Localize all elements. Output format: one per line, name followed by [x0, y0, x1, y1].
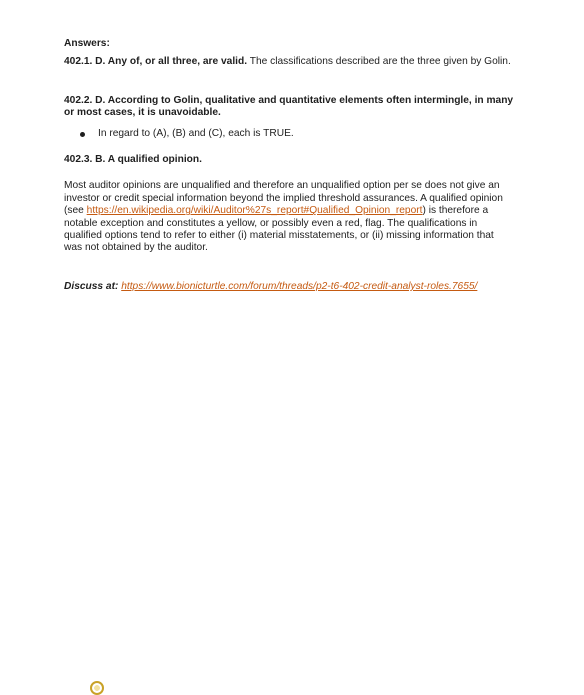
wikipedia-link[interactable]: https://en.wikipedia.org/wiki/Auditor%27s_report#Qualified_Opinion_report: [86, 205, 423, 217]
answer-402-2-bullets: [64, 128, 514, 140]
answers-heading: Answers:: [64, 38, 110, 49]
document-page: [64, 38, 514, 293]
answer-402-1: [64, 56, 514, 68]
list-item: [64, 128, 514, 140]
bullet-icon: [80, 132, 85, 137]
answer-402-2-bullet-text: In regard to (A), (B) and (C), each is TRUE.: [98, 127, 294, 139]
explanation-text-end: ) is therefore a notable exception and constitutes a yellow, or possibly even a red, flag. The qualifications in qualified options tend to refer to either (i) material misstatements, or (ii) missing information that was not obtained by the auditor.: [64, 205, 494, 254]
answer-402-1-text: The classifications described are the three given by Golin.: [247, 56, 511, 68]
answer-402-1-lead: 402.1. D. Any of, or all three, are valid.: [64, 56, 248, 68]
answer-402-2-lead: 402.2. D. According to Golin, qualitative and quantitative elements often intermingle, in many or most cases, it is unavoidable.: [64, 94, 514, 119]
discuss-label: Discuss at:: [64, 280, 119, 292]
explanation-text-start: Most auditor opinions are unqualified and therefore an unqualified option per se does not give an investor or credit special information beyond the implied threshold assurances. A qualified opinion (see: [64, 180, 503, 217]
forum-link[interactable]: https://www.bionicturtle.com/forum/threads/p2-t6-402-credit-analyst-roles.7655/: [121, 280, 478, 292]
turtle-logo-icon: [90, 681, 104, 695]
discuss-line: [64, 281, 514, 293]
answer-402-3-lead: 402.3. B. A qualified opinion.: [64, 154, 202, 166]
answer-402-3-explanation: [64, 180, 514, 254]
